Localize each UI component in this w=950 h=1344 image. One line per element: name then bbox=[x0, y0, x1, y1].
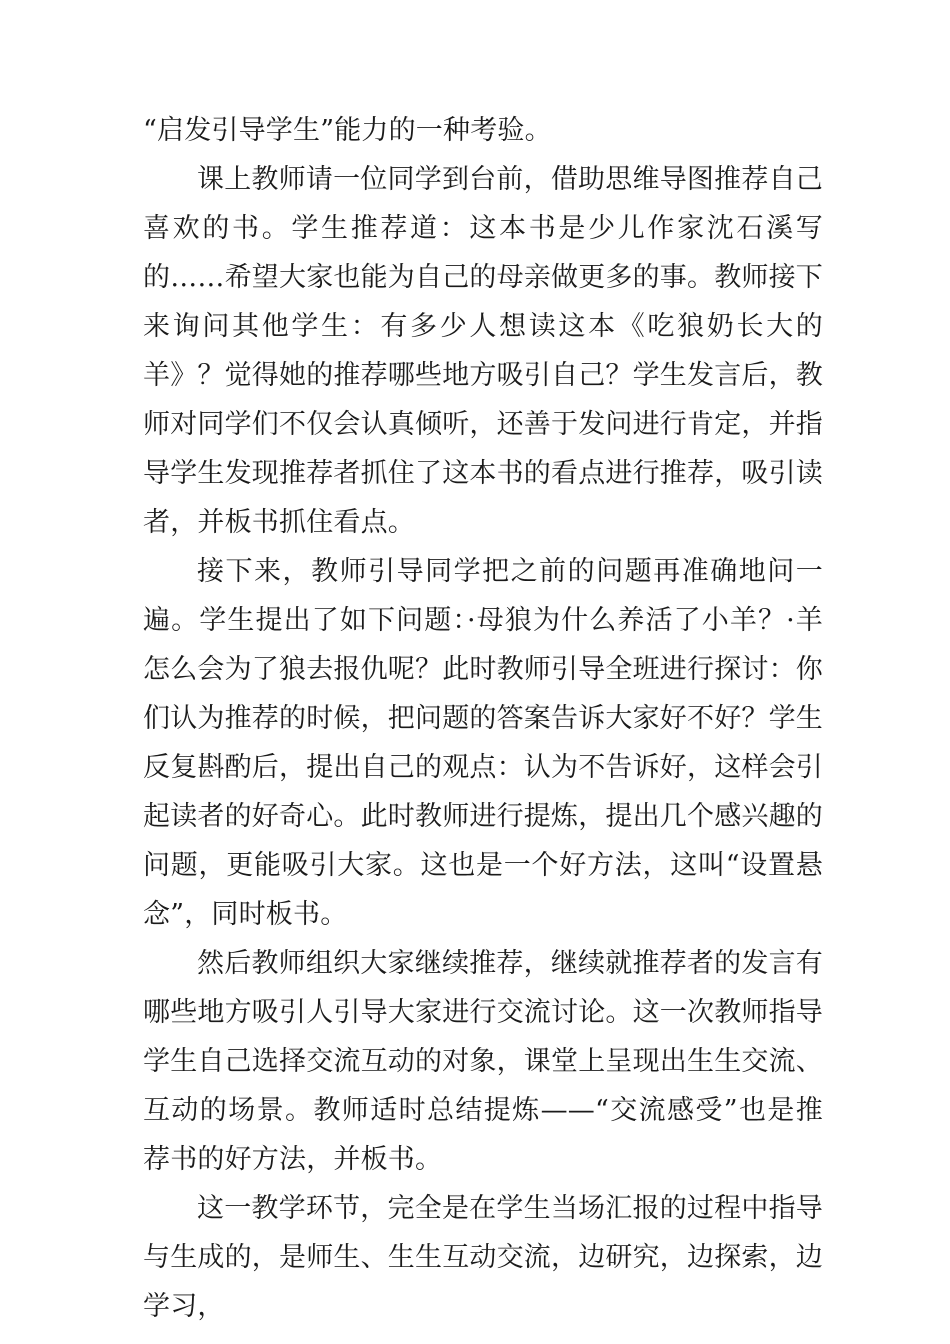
paragraph-4: 然后教师组织大家继续推荐，继续就推荐者的发言有哪些地方吸引人引导大家进行交流讨论。这一次教师指导学生自己选择交流互动的对象，课堂上呈现出生生交流、互动的场景。教师适时总结提炼——“交流感受”也是推荐书的好方法，并板书。 bbox=[143, 948, 823, 1175]
document-body bbox=[143, 106, 823, 1331]
paragraph-3: 接下来，教师引导同学把之前的问题再准确地问一遍。学生提出了如下问题：·母狼为什么养活了小羊？·羊怎么会为了狼去报仇呢？此时教师引导全班进行探讨：你们认为推荐的时候，把问题的答案告诉大家好不好？学生反复斟酌后，提出自己的观点：认为不告诉好，这样会引起读者的好奇心。此时教师进行提炼，提出几个感兴趣的问题，更能吸引大家。这也是一个好方法，这叫“设置悬念”，同时板书。 bbox=[143, 556, 823, 930]
paragraph-5: 这一教学环节，完全是在学生当场汇报的过程中指导与生成的，是师生、生生互动交流，边研究，边探索，边学习， bbox=[143, 1193, 823, 1322]
paragraph-2: 课上教师请一位同学到台前，借助思维导图推荐自己喜欢的书。学生推荐道：这本书是少儿作家沈石溪写的……希望大家也能为自己的母亲做更多的事。教师接下来询问其他学生：有多少人想读这本《吃狼奶长大的羊》？觉得她的推荐哪些地方吸引自己？学生发言后，教师对同学们不仅会认真倾听，还善于发问进行肯定，并指导学生发现推荐者抓住了这本书的看点进行推荐，吸引读者，并板书抓住看点。 bbox=[143, 164, 823, 538]
paragraph-1: “启发引导学生”能力的一种考验。 bbox=[143, 115, 552, 146]
